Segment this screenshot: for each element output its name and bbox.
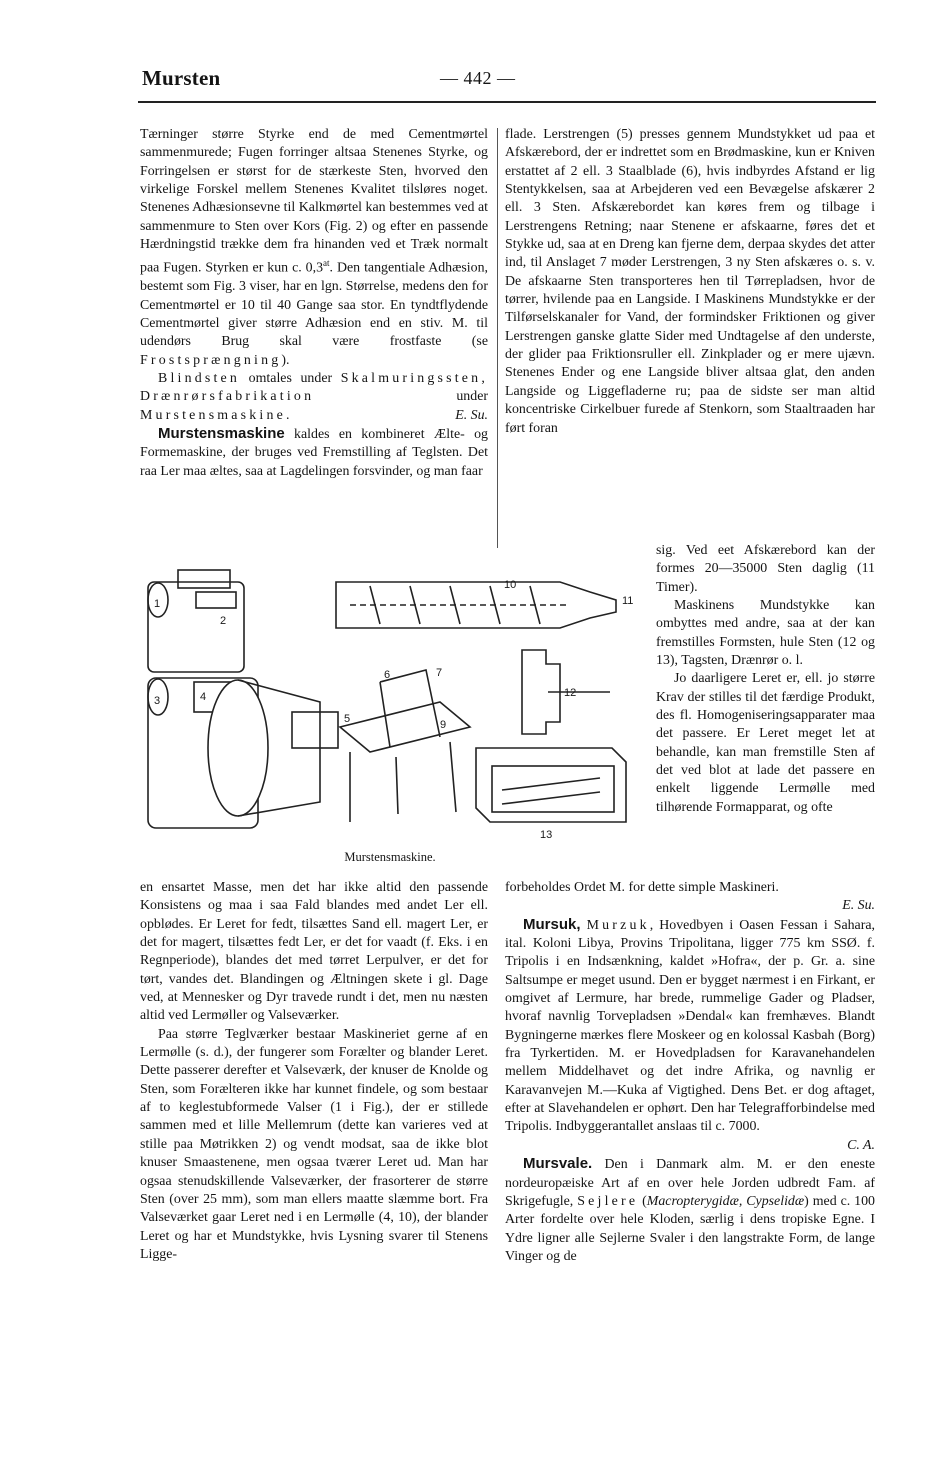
figure-label: 9 [440, 719, 447, 731]
figure-label: 11 [622, 595, 634, 607]
paragraph: Blindsten omtales under Skalmuringssten, Drænrørsfabrikation under Murstensmaskine. E. Su. [140, 371, 488, 423]
figure-hollow-brick-cavities [502, 778, 600, 804]
entry-mursuk: Mursuk, Murzuk, Hovedbyen i Oasen Fessan i Sahara, ital. Koloni Libya, Provins Tripolitana, ligger 775 km SSØ. f. Tripolis i en Indsænkning, kaldet »Hofra«, der p. Gr. a. sine Saltsumpe er meget usund. Den er bygget nærmest i en Firkant, er omgivet af Lermure, har brede, rummelige Gader og Pladser, hvoraf navnlig Torvepladsen »Dendal« kan fremhæves. Blandt Bygningerne mærkes flere Moskeer og en kolossal Kasbah (Borg) fra Tyrkertiden. M. er Hovedpladsen for Karavanehandelen mellem Middelhavet og det indre Afrika, og navnlig er Karavanvejen M.—Kuka af Vigtighed. Dens Bet. er dog aftaget, efter at Slavehandelen er ophørt. Den har Telegrafforbindelse med Tripolis. Indbyggerantallet anslaas til c. 7000. C. A. [505, 915, 875, 1153]
figure-label: 4 [200, 691, 207, 703]
figure-table-legs [350, 742, 456, 822]
entry-murstensmaskine: Murstensmaskine kaldes en kombineret Ælte- og Formemaskine, der bruges ved Fremstilling af Teglsten. Det raa Ler maa æltes, saa at Lagdelingen forsvinder, og man faar [140, 425, 488, 479]
figure-label: 2 [220, 615, 227, 627]
paragraph: flade. Lerstrengen (5) presses gennem Mundstykket ud paa et Afskærebord, der er indrettet som en Brødmaskine, kun er Kniven erstattet af 2 ell. 3 Staalblade (6), hvis indbyrdes Afstand er lig Stentykkelsen, saa at Arbejderen ved een Bevægelse afskærer 2 ell. 3 Sten. Afskærebordet kan køres frem og tilbage i Lerstrengens Retning; naar Stenene er afskaarne, føres det et Stykke ud, saa at en Dreng kan fjerne dem, derpaa skydes det atter ind, til Anslaget 7 møder Lerstrengen, 3 ny Sten afskæres o. s. v. De afskaarne Sten transporteres hen til Tørrepladsen, hvor de tørrer, hvilende paa en Langside. I Maskinens Mundstykke er der Tilførselskanaler for Vand, der formindsker Friktionen og giver Lerstrengen ganske glatte Sider med Undtagelse af den underste, der glider paa Friktionsruller ell. Zinkplader og er mere ujævn. Stenenes Ender og ene Langside bliver altsaa glat, den anden Langside og Liggefladerne ru; paa de sidste ser man altid koncentriske Cirkelbuer furede af Stenkorn, som Staaltraaden har ført foran [505, 127, 875, 436]
figure-label: 7 [436, 667, 443, 679]
header-rule [138, 101, 876, 103]
figure-hopper [178, 570, 230, 588]
entry-mursvale: Mursvale. Den i Danmark alm. M. er den eneste nordeuropæiske Art af en over hele Jorden udbredt Fam. af Skrigefugle, Sejlere (Macropterygidæ, Cypselidæ) med c. 100 Arter fordelte over hele Kloden, særlig i dens tropiske Egne. I Ydre ligner alle Sejlerne Svaler i den langstrakte Form, de lange Vinger og de [505, 1155, 875, 1264]
figure-mouthpiece [292, 712, 338, 748]
paragraph: Paa større Teglværker bestaar Maskineriet gerne af en Lermølle (s. d.), der fungerer som Forælter og blander Leret. Dette passerer derefter et Valseværk, der knuser de Knolde og Sten, som Forælteren ikke har kunnet findele, og som bestaar af to keglestubformede Valser (1 i Fig.), der er stillede sammen med et lille Mellemrum (dette kan varieres ved at stille paa Møtrikken 2) og vendt modsat, saa de ikke blot knuser Smaastenene, men ogsaa tværer Leret ud. Man har ogsaa stenudskillende Valseværker, der frasorterer de større Sten (over 25 mm), som man ellers maatte slæmme bort. Fra Valseværket gaar Leret ned i en Lermølle (4, 10), der blander Leret og har et Mundstykke, hvis Lysning svarer til Stenens Ligge- [140, 1026, 488, 1262]
figure-adjust-nut [196, 592, 236, 608]
figure-label: 12 [564, 687, 577, 699]
left-column-bottom [140, 879, 488, 1264]
paragraph: forbeholdes Ordet M. for dette simple Maskineri. E. Su. [505, 880, 875, 914]
paragraph: sig. Ved eet Afskærebord kan der formes 20—35000 Sten daglig (11 Timer). [656, 543, 875, 595]
right-column-wrap [656, 542, 875, 817]
figure-pugmill [208, 680, 268, 816]
brick-machine-figure [140, 552, 654, 852]
figure-cutter-frame [380, 670, 440, 747]
running-head: Mursten [142, 66, 221, 90]
paragraph: Jo daarligere Leret er, ell. jo større Krav der stilles til det færdige Produkt, des fl. Homogeniseringsapparater maa det passere. Er Leret meget let at behandle, kan man fremstille Sten af det ved blot at lade det passere en enkelt liggende Lermølle med tilhørende Formapparat, og ofte [656, 671, 875, 815]
headword: Mursuk, [523, 915, 581, 933]
figure-label: 13 [540, 829, 553, 841]
paragraph: Tærninger større Styrke end de med Cementmørtel sammenmurede; Fugen forringer altsaa Stenenes Styrke, og Forringelsen er størst for de stærkeste Sten, hvorved den virkelige Forskel mellem Stenenes Kvalitet tilsløres noget. Stenenes Adhæsionsevne til Kalkmørtel kan bestemmes ved at sammenmure to Sten over Kors (Fig. 2) og efter en passende Hærdningstid trække dem fra hinanden ved et Træk normalt paa Fugen. Styrken er kun c. $0,3^{at}$. Den tangentiale Adhæsion, bestemt som Fig. 3 viser, har en lgn. Størrelse, medens den for Cementmørtel er 10 til 40 Gange saa stor. En tyndtflydende Cementmørtel giver større Adhæsion end en stiv. M. til udendørs Brug skal være frostfaste (se Frostsprængning). [140, 127, 489, 368]
figure-hollow-brick-13 [476, 748, 626, 822]
right-column-top [505, 126, 875, 438]
left-column-top [140, 126, 488, 481]
figure-caption: Murstensmaskine. [344, 850, 436, 864]
paragraph: Maskinens Mundstykke kan ombyttes med andre, saa at der kan fremstilles Formsten, hule Sten (12 og 13), Tagsten, Drænrør o. l. [656, 598, 875, 669]
page-number: — 442 — [440, 68, 516, 88]
headword: Mursvale. [523, 1155, 593, 1173]
column-rule [497, 128, 498, 548]
figure-label: 1 [154, 598, 161, 610]
figure-label: 10 [504, 579, 517, 591]
figure-label: 5 [344, 713, 351, 725]
figure-label: 3 [154, 695, 161, 707]
headword: Murstensmaskine [158, 425, 285, 443]
right-column-bottom [505, 879, 875, 1266]
paragraph: en ensartet Masse, men det har ikke altid den passende Konsistens og maa i saa Fald blandes med andet Ler ell. opblødes. Er Leret for fedt, tilsættes Sand ell. magert Ler, er det for magert, tilsættes fedt Ler, er det for vaadt (f. Eks. i en Regnperiode), blandes det med tørret Lerpulver, er det for tørt, vandes det. Blandingen og Æltningen skete i gl. Dage ved, at Mennesker og Dyr travede rundt i det, men nu næsten altid ved Lermøller og Valseværker. [140, 880, 488, 1024]
figure-label: 6 [384, 669, 391, 681]
